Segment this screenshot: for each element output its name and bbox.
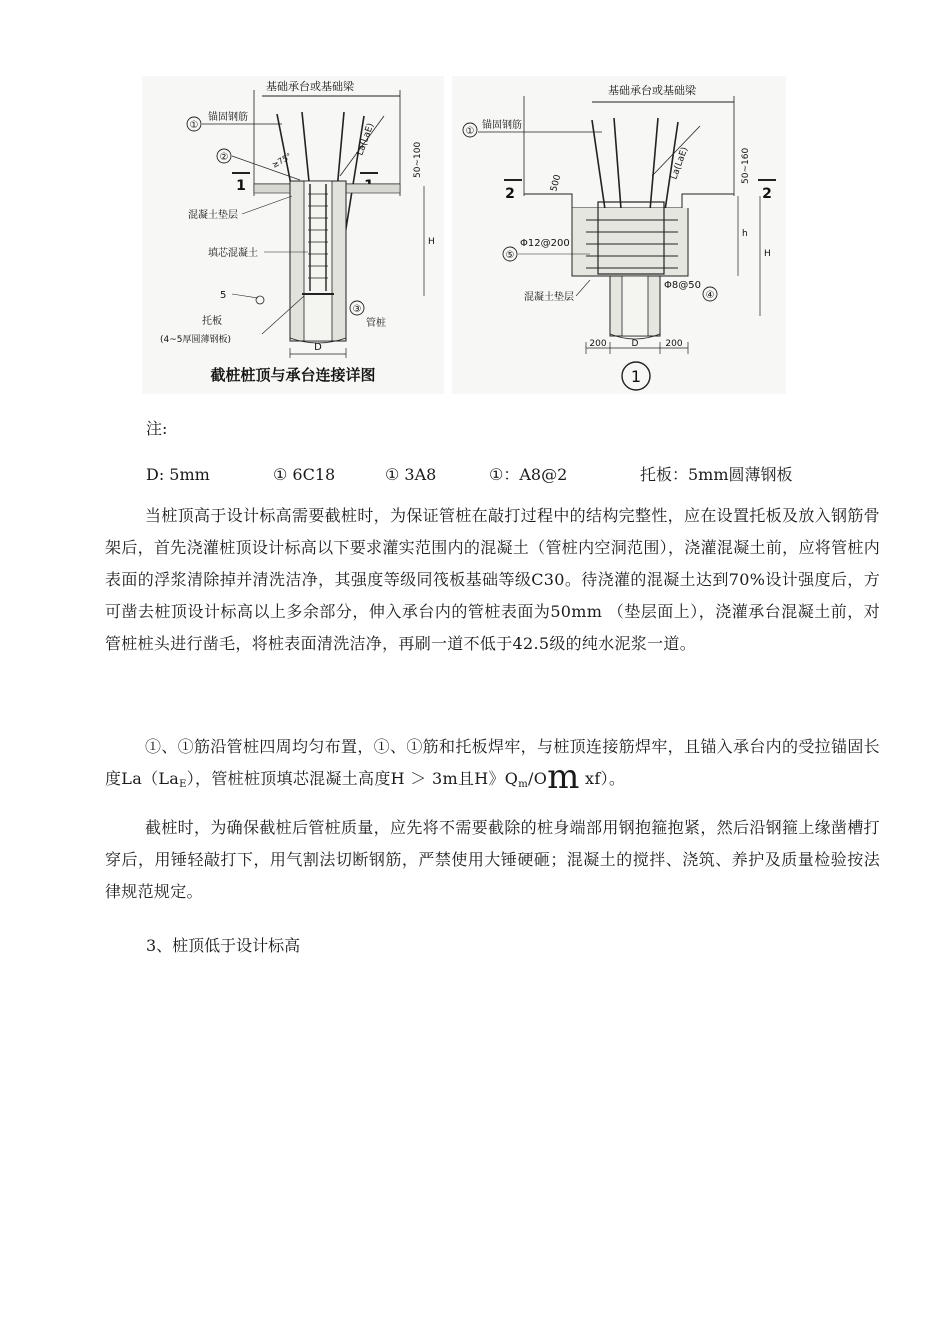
core-concrete-label: 填芯混凝土 (208, 248, 258, 259)
dim-h: H (428, 237, 435, 247)
note-label: 注: (146, 419, 168, 438)
anchor-bar-label: 锚固钢筋 (482, 120, 522, 131)
top-label: 基础承台或基础梁 (608, 84, 696, 97)
mark-5: 5 (220, 290, 227, 301)
pile-cap-drawing (142, 76, 444, 394)
paragraph-2-part-a: ①、①筋沿管桩四周均匀布置，①、①筋和托板焊牢，与桩顶连接筋焊牢，且锚入承台内的受拉锚固长度La（La (105, 737, 880, 788)
cushion-label: 混凝土垫层 (524, 292, 574, 303)
paragraph-2-part-d: xf）。 (579, 769, 626, 788)
section-mark-left: 1 (236, 178, 246, 194)
cushion-label: 混凝土垫层 (188, 210, 238, 221)
pipe-pile-label: 管桩 (366, 318, 386, 329)
subscript-m: m (518, 779, 528, 790)
dim-d: D (314, 342, 322, 353)
callout-4-icon: ④ (705, 290, 715, 301)
spec-rebar-2: ① 3A8 (385, 465, 437, 484)
paragraph-2-part-c: /O (528, 769, 548, 788)
paragraph-rebar-layout (105, 731, 880, 801)
anchor-bar-label: 锚固钢筋 (208, 112, 248, 123)
paragraph-2-part-b: ），管桩桩顶填芯混凝土高度H ＞ 3m且H》Q (186, 769, 519, 788)
dim-h-large: H (764, 249, 771, 259)
spec-diameter: D: 5mm (146, 465, 210, 484)
figure-number: 1 (630, 367, 642, 386)
spec-plate: 托板：5mm圆薄钢板 (640, 465, 793, 484)
rebar-5-label: Φ12@200 (520, 238, 570, 249)
subscript-e: E (179, 779, 187, 790)
la-dimension: La(LaE) (355, 121, 377, 158)
callout-3-icon: ③ (352, 304, 362, 315)
top-label: 基础承台或基础梁 (266, 80, 354, 93)
la-dimension: La(LaE) (669, 145, 691, 182)
angle-label: ≥75° (270, 151, 294, 170)
dim-200-left: 200 (589, 339, 607, 349)
paragraph-cutting-method: 截桩时，为确保截桩后管桩质量，应先将不需要截除的桩身端部用钢抱箍抱紧，然后沿钢箍上缘凿槽打穿后，用锤轻敲打下，用气割法切断钢筋，严禁使用大锤硬砸；混凝土的搅拌、浇筑、养护及质量检验按法律规范规定。 (105, 818, 880, 901)
dim-50-100: 50~100 (413, 141, 423, 178)
section-mark-left: 2 (505, 186, 515, 202)
spec-rebar-3: ①：A8@2 (489, 465, 568, 484)
section-mark-right: 2 (762, 186, 772, 202)
callout-1-icon: ① (465, 126, 475, 137)
section-heading-3: 3、桩顶低于设计标高 (146, 936, 301, 955)
paragraph-pile-cutting: 当桩顶高于设计标高需要截桩时，为保证管桩在敲打过程中的结构完整性，应在设置托板及放入钢筋骨架后，首先浇灌桩顶设计标高以下要求灌实范围内的混凝土（管桩内空洞范围），浇灌混凝土前，应将管桩内表面的浮浆清除掉并清洗洁净，其强度等级同筏板基础等级C30。待浇灌的混凝土达到70%设计强度后，方可凿去桩顶设计标高以上多余部分，伸入承台内的管桩表面为50mm （垫层面上），浇灌承台混凝土前，对管桩桩头进行凿毛，将桩表面清洗洁净，再刷一道不低于42.5级的纯水泥浆一道。 (105, 506, 880, 653)
callout-5-icon: ⑤ (505, 250, 515, 261)
pile-cap-detail-figure (142, 76, 444, 394)
callout-1-icon: ① (189, 120, 199, 131)
dim-50-160: 50~160 (741, 147, 751, 184)
spec-rebar-1: ① 6C18 (273, 465, 336, 484)
figure-caption: 截桩桩顶与承台连接详图 (210, 366, 376, 384)
plate-spec-label: (4~5厚圆薄钢板) (160, 335, 232, 345)
pile-cap-section-figure (452, 76, 786, 394)
dim-d: D (631, 339, 639, 349)
pile-cap-section-drawing (452, 76, 786, 394)
callout-2-icon: ② (219, 152, 229, 163)
dim-h-small: h (742, 229, 748, 239)
plate-label: 托板 (202, 316, 222, 327)
dim-200-right: 200 (665, 339, 683, 349)
dim-500: 500 (549, 173, 564, 193)
large-m-glyph: m (547, 757, 580, 797)
rebar-4-label: Φ8@50 (664, 280, 701, 291)
